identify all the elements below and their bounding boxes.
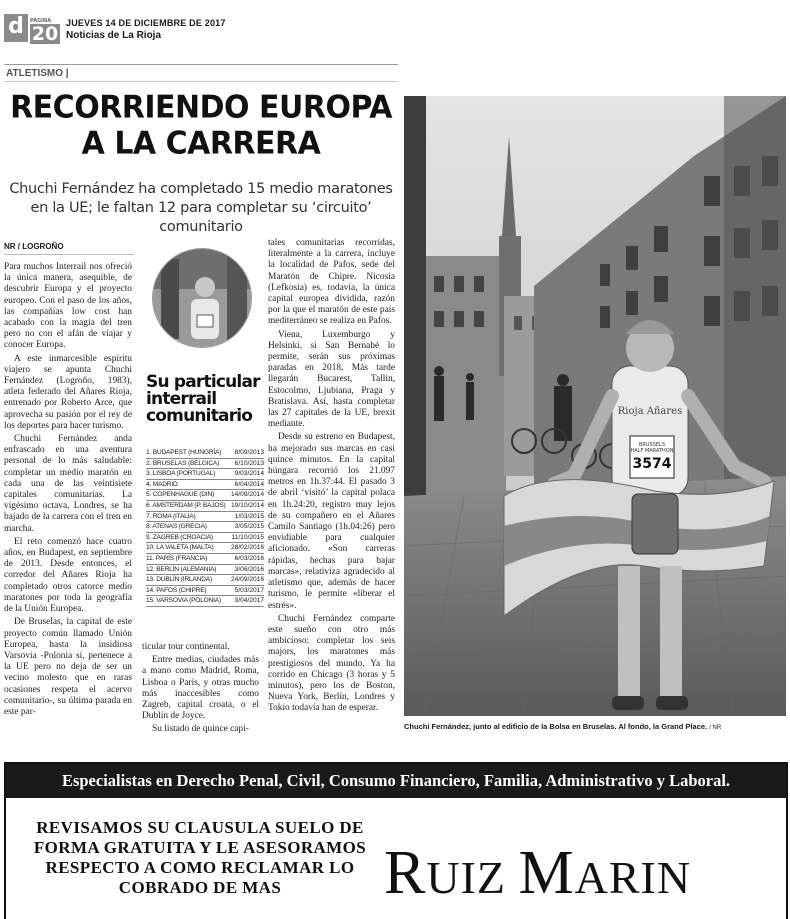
race-row xyxy=(146,554,264,565)
race-date: 11/10/2015 xyxy=(231,533,264,541)
headline xyxy=(4,90,398,161)
race-date: 3/04/2017 xyxy=(234,597,264,605)
race-date: 9/03/2014 xyxy=(234,470,264,478)
race-date: 6/04/2014 xyxy=(234,480,264,488)
ad-copy: REVISAMOS SU CLAUSULA SUELO DE FORMA GRATUITA Y LE ASESORAMOS RESPECTO A COMO RECLAMAR LO COBRADO DE MAS xyxy=(33,818,367,897)
race-row xyxy=(146,565,264,576)
subheadline: Chuchi Fernández ha completado 15 medio maratones en la UE; le faltan 12 para completar su ‘circuito’ comunitario xyxy=(9,181,393,235)
race-row xyxy=(146,596,264,607)
race-date: 6/10/2013 xyxy=(234,459,264,467)
race-city: 2. BRUSELAS (BÉLGICA) xyxy=(146,459,220,467)
race-date: 24/09/2016 xyxy=(230,576,264,584)
issue-date: JUEVES 14 DE DICIEMBRE DE 2017 xyxy=(66,18,226,28)
paragraph: A este inmarcesible espíritu viajero se apunta Chuchi Fernández (Logroño, 1983), atleta federado del Añares Rioja, entrenado por Roberto Arce, que aprovecha su pasión por el rey de los deportes para hacer turismo. xyxy=(4,353,132,431)
publication-name: Noticias de La Rioja xyxy=(66,30,162,41)
race-city: 8. ATENAS (GRECIA) xyxy=(146,523,207,531)
svg-text:BRUSSELS: BRUSSELS xyxy=(638,442,666,448)
race-row xyxy=(146,533,264,544)
race-row xyxy=(146,522,264,533)
race-city: 3. LISBOA (PORTUGAL) xyxy=(146,470,216,478)
section-label: ATLETISMO | xyxy=(6,68,69,79)
races-table xyxy=(146,448,264,607)
article-column-3 xyxy=(268,238,395,717)
paragraph: Chuchi Fernández anda enfrascado en una aventura personal de lo más saludable: completar un medio maratón en cada una de las veintisiete capitales comunitarias. La vigésimo octava, Londres, se ha bajado de la carrera con el tren en marcha. xyxy=(4,434,132,534)
paragraph: Chuchi Fernández comparte este sueño con otro más ambicioso: completar los seis majors, los maratones más prestigiosos del mundo. Ya ha corrido en Chicago (3 horas y 5 minutos), pero los de Boston, Nueva York, Berlín, Londres y Tokio todavía han de esperar. xyxy=(268,613,395,714)
race-city: 15. VARSOVIA (POLONIA) xyxy=(146,597,221,605)
brand-initial-m: M xyxy=(518,839,575,907)
ad-banner: Especialistas en Derecho Penal, Civil, Consumo Financiero, Familia, Administrativo y Laboral. xyxy=(6,764,786,798)
brand-initial-r: R xyxy=(384,839,427,907)
race-city: 7. ROMA (ITALIA) xyxy=(146,512,196,520)
svg-text:HALF MARATHON: HALF MARATHON xyxy=(630,448,674,454)
caption-text: Chuchi Fernández, junto al edificio de la Bolsa en Bruselas. Al fondo, la Grand Place. xyxy=(404,722,708,731)
paragraph: Para muchos Interrail nos ofreció la única manera, asequible, de descubrir Europa y el proyecto europeo. Con el paso de los años, las compañías low cost han acabado con la magia del tren pero no con el afán de viajar y conocer Europa. xyxy=(4,262,132,351)
headline-line-1: RECORRIENDO EUROPA xyxy=(10,89,392,126)
race-city: 5. COPENHAGUE (DIN) xyxy=(146,491,215,499)
race-city: 1. BUDAPEST (HUNGRÍA) xyxy=(146,449,222,456)
section-logo: d xyxy=(4,14,28,42)
race-city: 11. PARÍS (FRANCIA) xyxy=(146,554,208,562)
byline: NR / LOGROÑO xyxy=(4,242,134,255)
paragraph: tales comunitarias recorridas, literalmente a la carrera, incluye la localidad de Pafos, sede del Maratón de Chipre. Nicosia (Lefkosia) es, todavía, la única capital europea dividida, razón por la que el maratón de este país mediterráneo se realiza en Pafos. xyxy=(268,238,395,327)
paragraph: Viena, Luxemburgo y Helsinki, si San Bernabé lo permite, serán sus próximas paradas en 2018. Más tarde llegarán Bucarest, Tallin, Estocolmo, Ljubiana, Praga y Bratislava. Así, hasta completar las 27 capitales de la UE, brexit mediante. xyxy=(268,329,395,430)
sidebar-title: Su particular interrail comunitario xyxy=(146,372,260,426)
race-date: 14/09/2014 xyxy=(230,491,264,499)
paragraph: ticular tour continental. xyxy=(142,642,230,652)
paragraph: El reto comenzó hace cuatro años, en Budapest, en septiembre de 2013. Desde entonces, el corredor del Añares Rioja ha completado otros catorce medio maratones por toda la geografía de la Unión Europea. xyxy=(4,536,132,615)
race-row xyxy=(146,586,264,597)
race-row xyxy=(146,459,264,470)
paragraph: De Bruselas, la capital de este proyecto común llamado Unión Europea, hasta la insidiosa Varsovia -Polonia sí, pertenece a la UE pero no deja de ser un vecino molesto que en raras ocasiones respeta el acervo comunitario-, su última parada en este par- xyxy=(4,617,132,717)
race-date: 19/10/2014 xyxy=(230,501,264,509)
race-row xyxy=(146,490,264,501)
race-date: 6/03/2016 xyxy=(234,554,264,562)
paragraph: Su listado de quince capi- xyxy=(152,724,249,735)
page-label: PÁGINA xyxy=(30,18,52,24)
main-photo xyxy=(404,96,786,716)
brand-part-2: ARIN xyxy=(574,852,692,903)
race-city: 6. AMSTERDAM (P. BAJOS) xyxy=(146,501,226,509)
race-date: 8/09/2013 xyxy=(234,449,264,456)
section-bar xyxy=(4,64,398,82)
advertisement xyxy=(4,762,788,919)
race-city: 12. BERLÍN (ALEMANIA) xyxy=(146,565,217,573)
race-city: 4. MADRID xyxy=(146,480,178,488)
race-row xyxy=(146,512,264,523)
svg-text:Rioja Añares: Rioja Añares xyxy=(617,406,683,417)
ad-brand-logo xyxy=(384,838,784,913)
brand-part-1: UIZ xyxy=(426,852,519,903)
race-city: 9. ZAGREB (CROACIA) xyxy=(146,533,213,541)
caption-credit: / NR xyxy=(709,725,722,731)
race-row xyxy=(146,448,264,459)
race-city: 10. LA VALETA (MALTA) xyxy=(146,544,214,552)
race-row xyxy=(146,543,264,554)
race-date: 1/03/2015 xyxy=(234,512,264,520)
article-column-1 xyxy=(4,262,132,720)
race-date: 3/05/2015 xyxy=(234,523,264,531)
race-city: 14. PAFOS (CHIPRE) xyxy=(146,586,207,594)
paragraph: Desde su estreno en Budapest, ha mejorado sus marcas en casi quince minutos. En la capital húngara recorrió los 21.097 metros en 1h.37:44. El pasado 3 de abril ‘visitó’ la capital polaca en 1h.24:20, registro muy lejos de su compañero en el Añares Camilo Santiago (1h.04:26) pero envidiable para cualquier aficionado. «Son carreras rápidas, hechas para bajar marcas», relativiza agradecido al atletismo que, además de hacer turismo, le permite «liberar el estrés». xyxy=(268,432,395,611)
page-header xyxy=(0,0,790,46)
runner-portrait xyxy=(152,248,252,348)
race-row xyxy=(146,480,264,491)
svg-text:3574: 3574 xyxy=(632,456,672,472)
page-number: 20 xyxy=(31,23,59,45)
page-number-box xyxy=(30,18,60,44)
race-row xyxy=(146,575,264,586)
paragraph: Entre medias, ciudades más a mano como Madrid, Roma, Lisboa o París, y otras mucho más inaccesibles como Zagreb, capital croata, o el Dublín de Joyce. xyxy=(142,655,259,722)
photo-caption xyxy=(404,722,786,731)
race-date: 5/03/2017 xyxy=(234,586,264,594)
race-date: 28/02/2016 xyxy=(230,544,264,552)
race-row xyxy=(146,501,264,512)
headline-line-2: A LA CARRERA xyxy=(81,124,321,162)
race-row xyxy=(146,469,264,480)
race-date: 3/06/2016 xyxy=(234,565,264,573)
article-column-2 xyxy=(142,642,259,738)
race-city: 13. DUBLÍN (IRLANDA) xyxy=(146,576,212,584)
